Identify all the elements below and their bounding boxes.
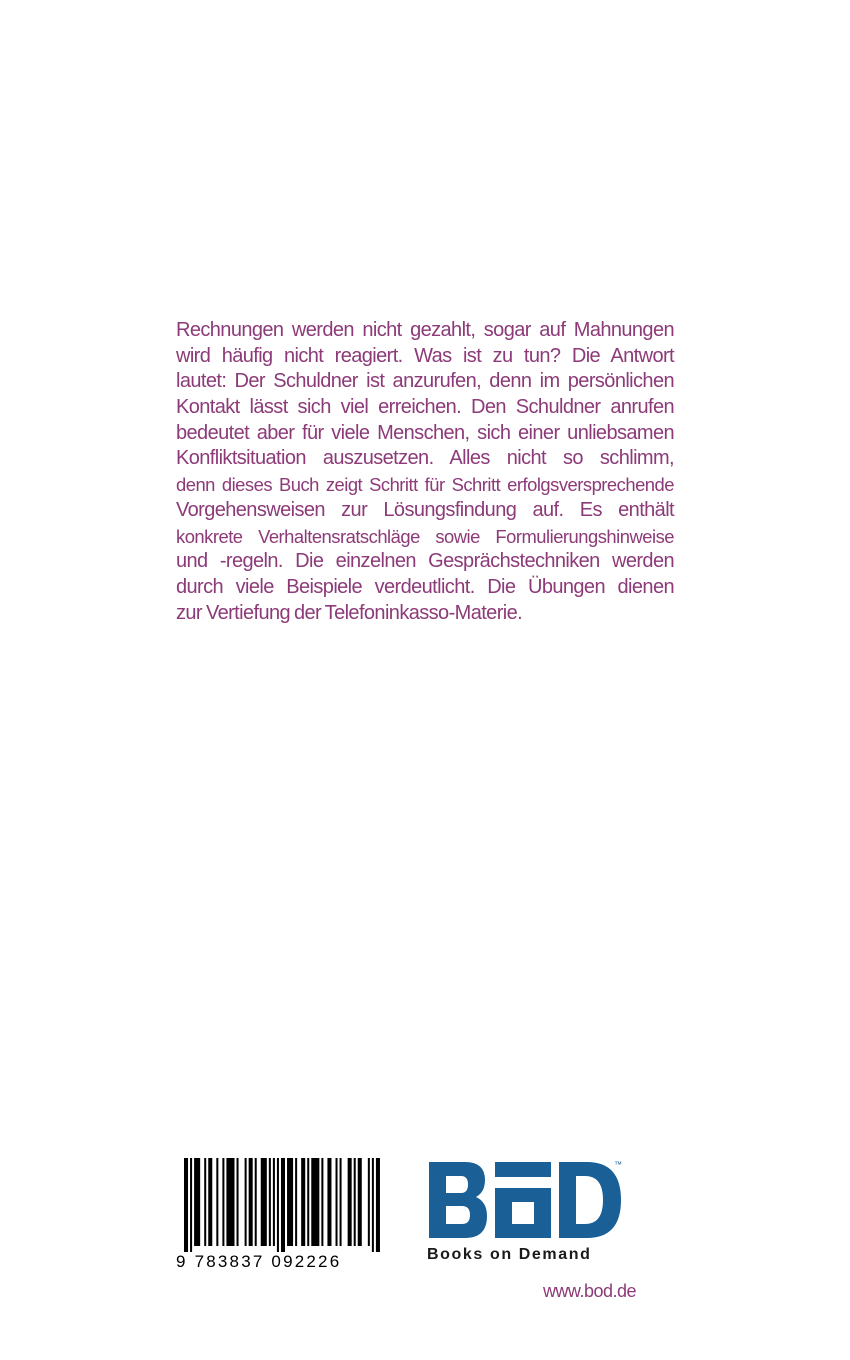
barcode-bar <box>340 1158 342 1246</box>
barcode-bar <box>376 1158 380 1252</box>
blurb-line: zur Vertiefung der Telefoninkasso-Materie. <box>176 601 523 624</box>
barcode-bar <box>354 1158 356 1246</box>
barcode-bar <box>311 1158 319 1246</box>
blurb-line: durch viele Beispiele verdeutlicht. Die Übungen dienen <box>176 575 674 598</box>
barcode-bar <box>269 1158 271 1246</box>
barcode-bar <box>336 1158 338 1246</box>
barcode-bar <box>348 1158 352 1246</box>
blurb-line: konkrete Verhaltensratschläge sowie Formulierungshinweise <box>176 525 674 547</box>
barcode-bar <box>368 1158 370 1246</box>
barcode-bar <box>222 1158 224 1246</box>
isbn-barcode <box>176 1158 390 1280</box>
barcode-bar <box>261 1158 267 1246</box>
barcode-bar <box>255 1158 257 1246</box>
barcode-bar <box>204 1158 206 1246</box>
barcode-bars <box>176 1158 390 1252</box>
trademark-symbol: ™ <box>614 1160 622 1169</box>
barcode-bar <box>372 1158 374 1252</box>
back-cover-blurb <box>176 318 674 626</box>
blurb-line: denn dieses Buch zeigt Schritt für Schritt erfolgsversprechende <box>176 474 674 496</box>
bod-logo-letters <box>427 1160 623 1240</box>
barcode-bar <box>184 1158 188 1252</box>
blurb-line: Rechnungen werden nicht gezahlt, sogar auf Mahnungen <box>176 319 674 341</box>
publisher-url: www.bod.de <box>542 1281 636 1301</box>
barcode-bar <box>216 1158 218 1246</box>
publisher-logo <box>427 1160 627 1263</box>
barcode-bar <box>226 1158 234 1246</box>
barcode-bar <box>301 1158 305 1246</box>
blurb-line: lautet: Der Schuldner ist anzurufen, denn im persönlichen <box>176 370 674 393</box>
publisher-tagline: Books on Demand <box>427 1246 592 1263</box>
blurb-line: Vorgehensweisen zur Lösungsfindung auf. Es enthält <box>176 498 674 521</box>
blurb-line: Kontakt lässt sich viel erreichen. Den Schuldner anrufen <box>176 396 674 419</box>
barcode-bar <box>237 1158 239 1246</box>
barcode-bar <box>277 1158 279 1252</box>
barcode-bar <box>327 1158 331 1246</box>
blurb-line: Konfliktsituation auszusetzen. Alles nicht so schlimm, <box>176 447 674 470</box>
barcode-bar <box>295 1158 297 1246</box>
barcode-bar <box>287 1158 293 1246</box>
barcode-bar <box>208 1158 212 1246</box>
barcode-bar <box>321 1158 323 1246</box>
barcode-bar <box>194 1158 200 1246</box>
barcode-bar <box>307 1158 309 1246</box>
isbn-number: 9 783837 092226 <box>176 1252 342 1271</box>
barcode-bar <box>249 1158 253 1246</box>
barcode-bar <box>190 1158 192 1252</box>
blurb-line: wird häufig nicht reagiert. Was ist zu tun? Die Antwort <box>176 344 674 367</box>
blurb-line: bedeutet aber für viele Menschen, sich einer unliebsamen <box>176 421 674 444</box>
barcode-bar <box>273 1158 275 1246</box>
blurb-line: und -regeln. Die einzelnen Gesprächstechniken werden <box>176 550 674 573</box>
barcode-bar <box>281 1158 285 1252</box>
barcode-bar <box>245 1158 247 1246</box>
barcode-bar <box>358 1158 362 1246</box>
